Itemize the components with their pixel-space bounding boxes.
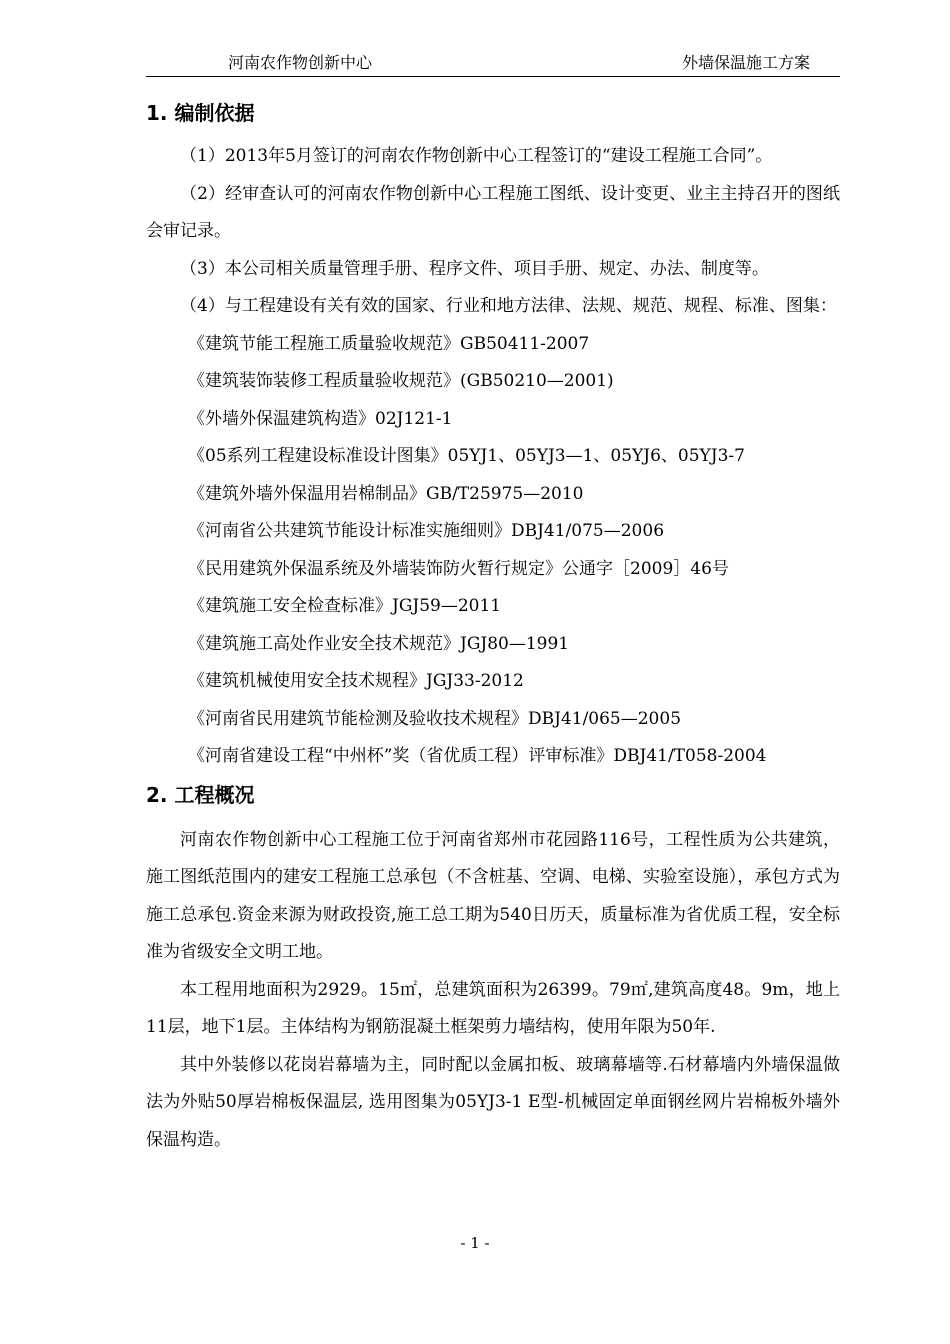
section-1-paragraph: （4）与工程建设有关有效的国家、行业和地方法律、法规、规范、规程、标准、图集： bbox=[180, 296, 837, 316]
section-2-paragraph: 河南农作物创新中心工程施工位于河南省郑州市花园路116号，工程性质为公共建筑，施工图纸范围内的建安工程施工总承包（不含桩基、空调、电梯、实验室设施），承包方式为施工总承包.资金来源为财政投资,施工总工期为540日历天，质量标准为省优质工程，安全标准为省级安全文明工地。 bbox=[146, 829, 840, 962]
section-1-heading: 1. 编制依据 bbox=[146, 101, 255, 125]
section-1-paragraph: （2）经审查认可的河南农作物创新中心工程施工图纸、设计变更、业主主持召开的图纸会审记录。 bbox=[146, 183, 840, 241]
reference-item: 《民用建筑外保温系统及外墙装饰防火暂行规定》公通字［2009］46号 bbox=[188, 558, 729, 579]
reference-item: 《建筑外墙外保温用岩棉制品》GB/T25975—2010 bbox=[188, 483, 584, 504]
page-number: - 1 - bbox=[460, 1234, 490, 1252]
reference-item: 《外墙外保温建筑构造》02J121-1 bbox=[188, 408, 453, 429]
header-left-title: 河南农作物创新中心 bbox=[228, 53, 373, 72]
document-body bbox=[146, 98, 840, 1159]
header-right-title: 外墙保温施工方案 bbox=[681, 53, 810, 72]
section-2-heading: 2. 工程概况 bbox=[146, 782, 255, 807]
section-1-paragraph: （3）本公司相关质量管理手册、程序文件、项目手册、规定、办法、制度等。 bbox=[180, 258, 769, 279]
page-header bbox=[146, 50, 840, 77]
reference-item: 《建筑施工安全检查标准》JGJ59—2011 bbox=[188, 596, 502, 616]
reference-item: 《建筑施工高处作业安全技术规范》JGJ80—1991 bbox=[188, 633, 570, 654]
section-2-paragraph: 本工程用地面积为2929。15㎡，总建筑面积为26399。79㎡,建筑高度48。9m，地上11层，地下1层。主体结构为钢筋混凝土框架剪力墙结构，使用年限为50年. bbox=[146, 979, 840, 1037]
reference-item: 《建筑节能工程施工质量验收规范》GB50411-2007 bbox=[188, 333, 590, 354]
reference-item: 《河南省建设工程“中州杯”奖（省优质工程）评审标准》DBJ41/T058-2004 bbox=[188, 746, 767, 766]
section-1-paragraph: （1）2013年5月签订的河南农作物创新中心工程签订的“建设工程施工合同”。 bbox=[180, 146, 773, 166]
section-2-paragraph: 其中外装修以花岗岩幕墙为主，同时配以金属扣板、玻璃幕墙等.石材幕墙内外墙保温做法为外贴50厚岩棉板保温层, 选用图集为05YJ3-1 E型-机械固定单面钢丝网片岩棉板外墙外保温构造。 bbox=[146, 1054, 840, 1150]
reference-item: 《05系列工程建设标准设计图集》05YJ1、05YJ3—1、05YJ6、05YJ3-7 bbox=[188, 446, 745, 466]
reference-item: 《建筑装饰装修工程质量验收规范》(GB50210—2001) bbox=[188, 371, 614, 391]
reference-item: 《河南省公共建筑节能设计标准实施细则》DBJ41/075—2006 bbox=[188, 521, 665, 541]
reference-item: 《河南省民用建筑节能检测及验收技术规程》DBJ41/065—2005 bbox=[188, 708, 682, 729]
reference-item: 《建筑机械使用安全技术规程》JGJ33-2012 bbox=[188, 671, 524, 691]
